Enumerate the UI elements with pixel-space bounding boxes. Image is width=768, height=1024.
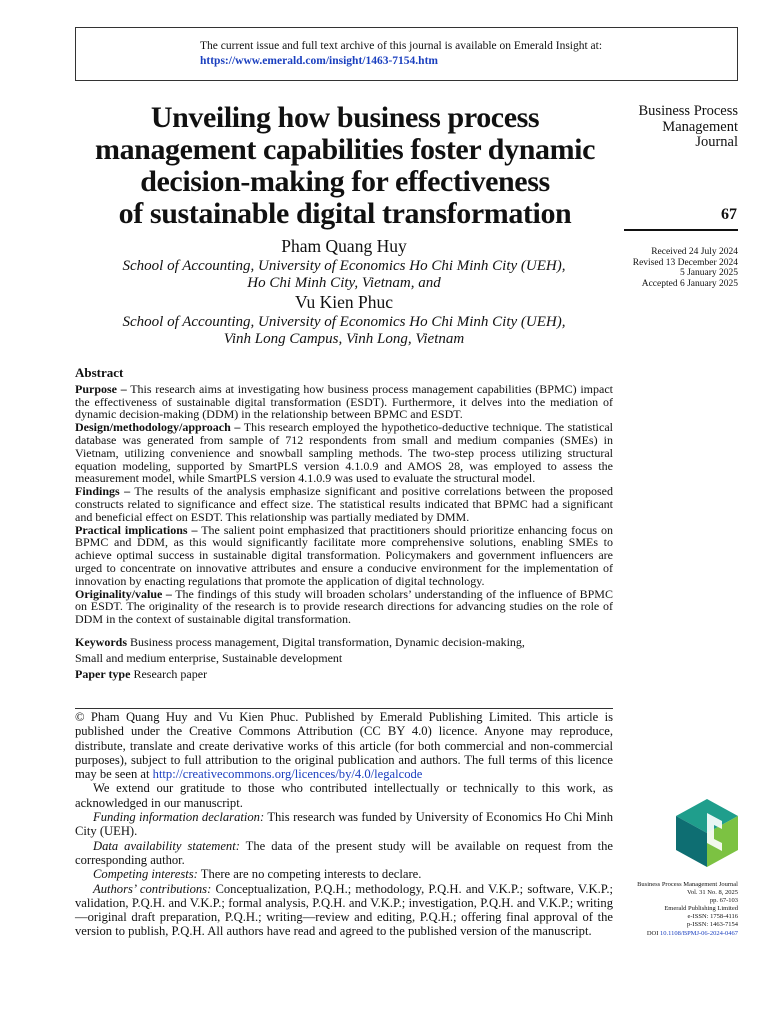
- title-line: management capabilities foster dynamic: [94, 133, 596, 166]
- abstract: [75, 367, 613, 626]
- doi-link[interactable]: 10.1108/BPMJ-06-2024-0467: [660, 929, 738, 937]
- keywords: Keywords Business process management, Digital transformation, Dynamic decision-making, Small and medium enterprise, Sustainable development Paper type Research paper: [75, 634, 613, 682]
- publication-metadata: Business Process Management Journal Vol. 31 No. 8, 2025 pp. 67-103 Emerald Publishing Limited e-ISSN: 1758-4116 p-ISSN: 1463-7154 DOI 10.1108/BPMJ-06-2024-0467: [637, 881, 738, 937]
- page-number: 67: [721, 206, 737, 223]
- license-notes: [75, 710, 613, 939]
- license-divider: [75, 708, 613, 709]
- abstract-design: Design/methodology/approach – This research employed the hypothetico-deductive technique. The statistical database was generated from sample of 712 respondents from small and medium companies (SMEs) in Vietnam, utilizing convenience and snowball sampling methods. The two-step process utilizing structural equation modeling, supported by SmartPLS version 4.1.0.9 and AMOS 28, was employed to assess the measurement model, while SmartPLS version 4.1.0.9 was used to evaluate the structural model.: [75, 420, 613, 486]
- doi-line: DOI 10.1108/BPMJ-06-2024-0467: [646, 929, 738, 937]
- competing-interests-note: Competing interests: There are no competing interests to declare.: [93, 867, 422, 882]
- contributions-note: Authors’ contributions: Conceptualization, P.Q.H.; methodology, P.Q.H. and V.K.P.; software, V.K.P.; validation, P.Q.H. and V.K.P.; formal analysis, P.Q.H. and V.K.P.; investigation, P.Q.H. and V.K.P.; writing—original draft preparation, P.Q.H.; writing—review and editing, P.Q.H.; offering final approval of the version to publish, P.Q.H. All authors have read and agreed to the published version of the manuscript.: [75, 881, 613, 939]
- journal-availability-box: [75, 27, 738, 81]
- paper-type: Paper type Research paper: [75, 667, 208, 681]
- funding-note: Funding information declaration: This research was funded by University of Economics Ho Chi Minh City (UEH).: [75, 810, 613, 839]
- author-name: Vu Kien Phuc: [294, 292, 394, 312]
- abstract-heading: Abstract: [75, 365, 124, 380]
- margin-divider: [624, 229, 738, 231]
- gratitude-note: We extend our gratitude to those who contributed intellectually or technically to this work, as acknowledged in our manuscript.: [75, 781, 613, 810]
- journal-url-link[interactable]: https://www.emerald.com/insight/1463-7154.htm: [200, 55, 438, 67]
- author-affiliation: School of Accounting, University of Economics Ho Chi Minh City (UEH), Ho Chi Minh City, Vietnam, and: [122, 258, 566, 291]
- author-name: Pham Quang Huy: [281, 236, 407, 256]
- journal-name: Business Process Management Journal: [638, 103, 738, 150]
- title-line: of sustainable digital transformation: [118, 197, 572, 230]
- received-dates: Received 24 July 2024 Revised 13 December 2024 5 January 2025 Accepted 6 January 2025: [632, 247, 738, 289]
- availability-text: The current issue and full text archive of this journal is available on Emerald Insight at:: [200, 40, 603, 52]
- title-line: decision-making for effectiveness: [140, 165, 550, 198]
- title-line: Unveiling how business process: [150, 101, 540, 134]
- data-availability-note: Data availability statement: The data of the present study will be available on request from the corresponding author.: [75, 838, 614, 867]
- license-statement: © Pham Quang Huy and Vu Kien Phuc. Published by Emerald Publishing Limited. This article is published under the Creative Commons Attribution (CC BY 4.0) licence. Anyone may reproduce, distribute, translate and create derivative works of this article (for both commercial and non-commercial purposes), subject to full attribution to the original publication and authors. The full terms of this licence may be seen at http://creativecommons.org/licences/by/4.0/legalcode: [75, 710, 613, 782]
- license-link[interactable]: http://creativecommons.org/licences/by/4.0/legalcode: [152, 767, 423, 782]
- abstract-findings: Findings – The results of the analysis emphasize significant and positive correlations between the proposed constructs related to significance and effect size. The statistical results indicated that BPMC had a significant and beneficial effect on ESDT. This relationship was partially mediated by DMM.: [75, 484, 613, 524]
- article-title: [60, 102, 630, 230]
- emerald-logo-icon: [676, 799, 738, 867]
- abstract-practical: Practical implications – The salient point emphasized that practitioners should prioritize enhancing focus on BPMC and DDM, as this would significantly facilitate more comprehensive solutions, enabling SMEs to achieve optimal success in sustainable digital transformation. Policymakers and government influencers are urged to concentrate on innovative attributes and ensure a conducive environment for the implementation of innovation by enacting regulations that promote the application of digital technology.: [75, 522, 613, 588]
- abstract-purpose: Purpose – This research aims at investigating how business process management capabilities (BPMC) impact the effectiveness of sustainable digital transformation (ESDT). Furthermore, it delves into the mediation of dynamic decision-making (DDM) in the relationship between BPMC and ESDT.: [75, 381, 613, 422]
- abstract-originality: Originality/value – The findings of this study will broaden scholars’ understanding of the influence of BPMC on ESDT. The originality of the research is to provide research directions for advancing studies on the role of DDM in the context of sustainable digital transformation.: [75, 586, 613, 627]
- author-affiliation: School of Accounting, University of Economics Ho Chi Minh City (UEH), Vinh Long Campus, Vinh Long, Vietnam: [122, 314, 566, 347]
